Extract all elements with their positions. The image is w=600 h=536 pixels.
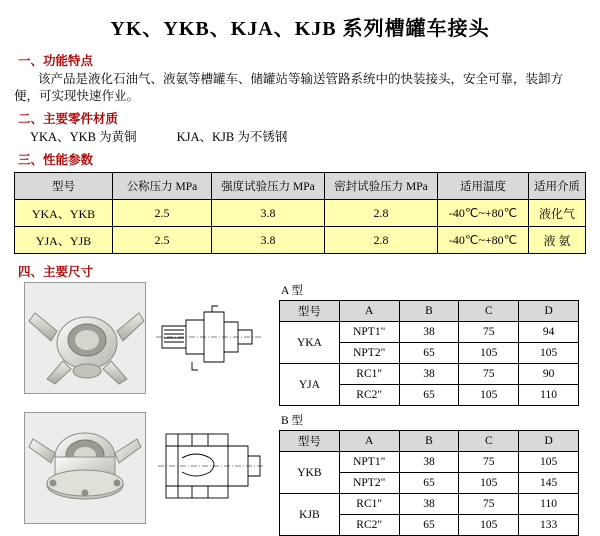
dimA-r2-b: 38 [399,364,459,385]
perf-header-0: 型号 [15,173,113,200]
dimB-r3-a: RC2" [339,515,399,536]
dimB-r1-c: 105 [459,473,519,494]
section-3-heading: 三、性能参数 [18,153,94,167]
dimB-r1-d: 145 [519,473,579,494]
dimB-header-3: C [459,431,519,452]
perf-r1-c5: 液 氨 [529,227,586,254]
dimB-header-0: 型号 [280,431,340,452]
dim-block-b [279,412,579,536]
dimA-model-1: YJA [280,364,340,406]
dimA-header-1: A [339,301,399,322]
section-4-heading: 四、主要尺寸 [18,265,94,279]
dimB-r3-d: 133 [519,515,579,536]
dimB-r0-a: NPT1" [339,452,399,473]
perf-r0-c4: -40℃~+80℃ [438,200,529,227]
perf-header-2: 强度试验压力 MPa [212,173,325,200]
drawing-type-a [152,282,267,392]
perf-r1-c4: -40℃~+80℃ [438,227,529,254]
material-brass: YKA、YKB 为黄铜 [30,130,137,144]
dimA-model-0: YKA [280,322,340,364]
dimA-r2-d: 90 [519,364,579,385]
dimB-r2-b: 38 [399,494,459,515]
figures-area [0,282,600,536]
figure-row-b [0,412,600,536]
section-2-heading: 二、主要零件材质 [18,112,119,126]
dimA-r3-d: 110 [519,385,579,406]
dimA-header-2: B [399,301,459,322]
dimA-r2-c: 75 [459,364,519,385]
table-row [15,200,586,227]
drawing-type-b [152,412,267,522]
dimA-r0-d: 94 [519,322,579,343]
perf-r1-c2: 3.8 [212,227,325,254]
page-title: YK、YKB、KJA、KJB 系列槽罐车接头 [110,18,490,40]
dimB-header-2: B [399,431,459,452]
table-row [15,227,586,254]
dimA-r3-a: RC2" [339,385,399,406]
dimA-r1-c: 105 [459,343,519,364]
dimB-r0-d: 105 [519,452,579,473]
dim-label-a: A 型 [281,285,304,297]
dimB-model-1: KJB [280,494,340,536]
dimB-model-0: YKB [280,452,340,494]
perf-header-3: 密封试验压力 MPa [325,173,438,200]
performance-table-wrapper [14,172,586,254]
table-row [280,494,579,515]
dimB-r2-d: 110 [519,494,579,515]
dim-table-a [279,300,579,406]
dimA-r2-a: RC1" [339,364,399,385]
photo-coupling-b [24,412,146,524]
dimB-r0-b: 38 [399,452,459,473]
dimA-r1-a: NPT2" [339,343,399,364]
table-row [280,364,579,385]
section-1-body: 该产品是液化石油气、液氨等槽罐车、储罐站等输送管路系统中的快装接头，安全可靠，装卸方便，可实现快速作业。 [14,72,564,103]
dimA-r3-b: 65 [399,385,459,406]
perf-r0-c2: 3.8 [212,200,325,227]
performance-table [14,172,586,254]
section-2-body [30,129,586,146]
dimB-r1-b: 65 [399,473,459,494]
perf-header-5: 适用介质 [529,173,586,200]
dimA-r0-a: NPT1" [339,322,399,343]
table-header-row [280,431,579,452]
table-row [280,452,579,473]
material-steel: KJA、KJB 为不锈钢 [176,130,288,144]
dimA-r0-c: 75 [459,322,519,343]
perf-r0-c1: 2.5 [113,200,212,227]
dimB-r3-c: 105 [459,515,519,536]
dimB-r2-a: RC1" [339,494,399,515]
perf-r0-c5: 液化气 [529,200,586,227]
dimA-r1-d: 105 [519,343,579,364]
dimB-header-4: D [519,431,579,452]
figure-row-a [0,282,600,406]
dimB-r0-c: 75 [459,452,519,473]
dimB-r2-c: 75 [459,494,519,515]
section-1-heading: 一、功能特点 [18,54,94,68]
perf-header-1: 公称压力 MPa [113,173,212,200]
dimA-r1-b: 65 [399,343,459,364]
dimA-r3-c: 105 [459,385,519,406]
photo-coupling-a [24,282,146,394]
dimA-header-4: D [519,301,579,322]
perf-r1-c1: 2.5 [113,227,212,254]
dimA-header-3: C [459,301,519,322]
dimB-r3-b: 65 [399,515,459,536]
perf-header-4: 适用温度 [438,173,529,200]
table-header-row [280,301,579,322]
perf-r1-c3: 2.8 [325,227,438,254]
table-row [280,322,579,343]
table-header-row [15,173,586,200]
dim-block-a [279,282,579,406]
dimB-r1-a: NPT2" [339,473,399,494]
dimB-header-1: A [339,431,399,452]
dimA-header-0: 型号 [280,301,340,322]
dim-table-b [279,430,579,536]
dimA-r0-b: 38 [399,322,459,343]
perf-r0-c3: 2.8 [325,200,438,227]
perf-r0-c0: YKA、YKB [15,200,113,227]
dim-label-b: B 型 [281,415,304,427]
perf-r1-c0: YJA、YJB [15,227,113,254]
